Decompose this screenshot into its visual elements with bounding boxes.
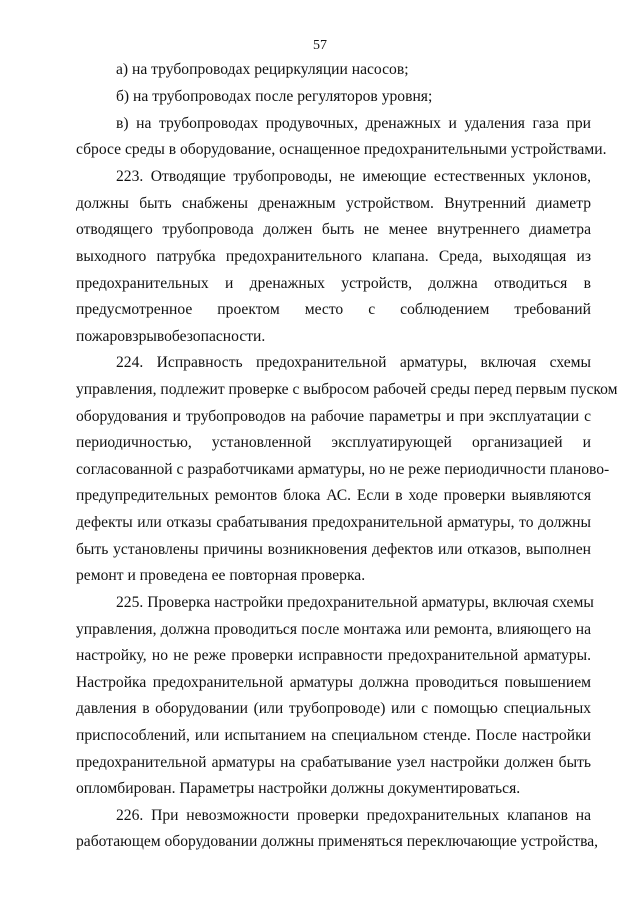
page-number: 57 <box>313 38 327 53</box>
text-line: предусмотренное проектом место с соблюдением требований <box>76 301 591 318</box>
text-line: предохранительных и дренажных устройств, должна отводиться в <box>76 275 591 292</box>
text-line: приспособлений, или испытанием на специальном стенде. После настройки <box>76 727 591 744</box>
list-item-a: а) на трубопроводах рециркуляции насосов; <box>116 61 409 78</box>
list-item-c: в) на трубопроводах продувочных, дренажных и удаления газа при <box>116 115 591 132</box>
text-line: ремонт и проведена ее повторная проверка. <box>76 567 366 584</box>
text-line: предупредительных ремонтов блока АС. Если в ходе проверки выявляются <box>76 487 591 504</box>
paragraph-226-start: 226. При невозможности проверки предохранительных клапанов на <box>116 807 591 824</box>
text-line: Настройка предохранительной арматуры должна проводиться повышением <box>76 674 591 691</box>
text-line: согласованной с разработчиками арматуры, но не реже периодичности планово- <box>76 461 610 478</box>
text-line: отводящего трубопровода должен быть не менее внутреннего диаметра <box>76 221 591 238</box>
text-line: предохранительной арматуры на срабатывание узел настройки должен быть <box>76 754 591 771</box>
text-line: оборудования и трубопроводов на рабочие параметры и при эксплуатации с <box>76 408 591 425</box>
text-line: настройку, но не реже проверки исправности предохранительной арматуры. <box>76 647 591 664</box>
list-item-b: б) на трубопроводах после регуляторов уровня; <box>116 88 433 105</box>
paragraph-224-start: 224. Исправность предохранительной арматуры, включая схемы <box>116 354 591 371</box>
text-line: выходного патрубка предохранительного клапана. Среда, выходящая из <box>76 248 591 265</box>
text-line: давления в оборудовании (или трубопроводе) или с помощью специальных <box>76 700 591 717</box>
text-line: дефекты или отказы срабатывания предохранительной арматуры, то должны <box>76 514 591 531</box>
text-line: управления, подлежит проверке с выбросом рабочей среды перед первым пуском <box>76 381 618 398</box>
text-line: опломбирован. Параметры настройки должны документироваться. <box>76 780 521 797</box>
text-line: работающем оборудовании должны применяться переключающие устройства, <box>76 833 599 850</box>
text-line: должны быть снабжены дренажным устройством. Внутренний диаметр <box>76 195 591 212</box>
text-line: периодичностью, установленной эксплуатирующей организацией и <box>76 434 591 451</box>
text-line: пожаровзрывобезопасности. <box>76 328 266 345</box>
paragraph-225-start: 225. Проверка настройки предохранительной арматуры, включая схемы <box>116 594 594 611</box>
text-line: сбросе среды в оборудование, оснащенное предохранительными устройствами. <box>76 141 607 158</box>
paragraph-223-start: 223. Отводящие трубопроводы, не имеющие естественных уклонов, <box>116 168 591 185</box>
text-line: управления, должна проводиться после монтажа или ремонта, влияющего на <box>76 621 591 638</box>
text-line: быть установлены причины возникновения дефектов или отказов, выполнен <box>76 541 591 558</box>
